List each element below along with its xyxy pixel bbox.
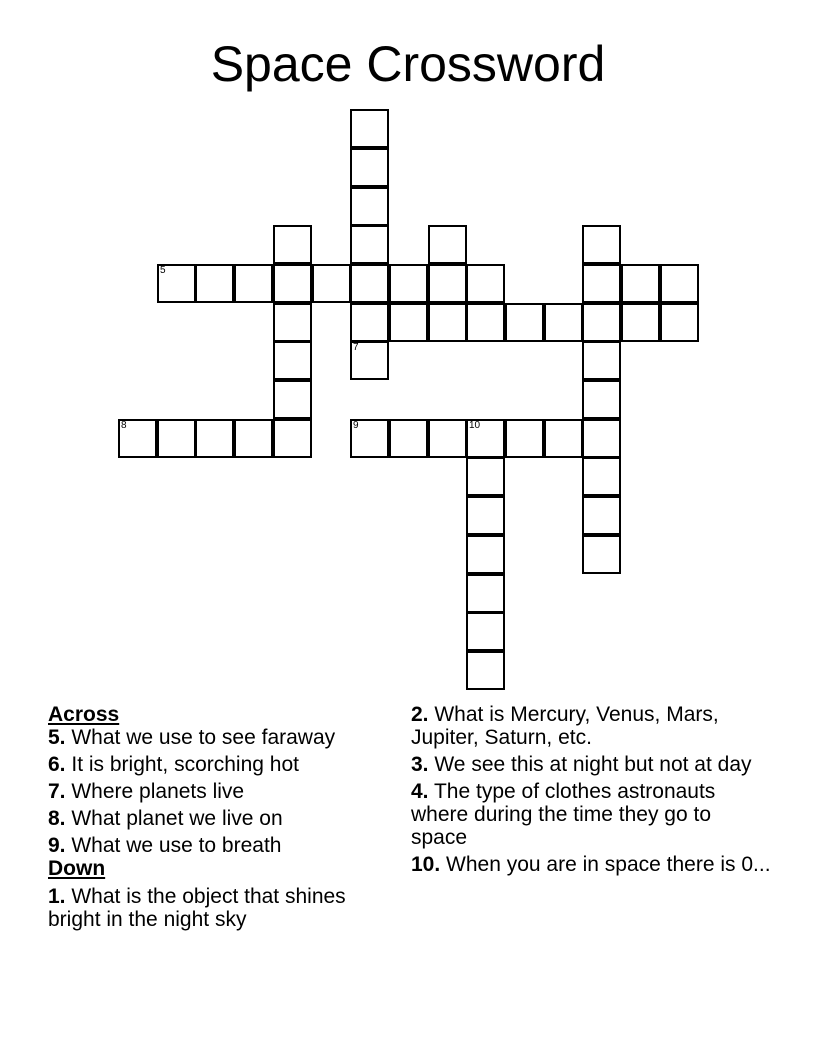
crossword-cell[interactable] — [312, 264, 351, 303]
crossword-cell[interactable] — [389, 303, 428, 342]
crossword-cell[interactable] — [466, 574, 505, 613]
across-clue-5 — [48, 726, 388, 749]
crossword-cell[interactable] — [660, 264, 699, 303]
clue-number: 1. — [48, 885, 66, 908]
crossword-cell[interactable] — [466, 535, 505, 574]
down-heading: Down — [48, 857, 106, 880]
crossword-cell[interactable] — [350, 148, 389, 187]
across-clue-7 — [48, 780, 388, 803]
crossword-cell[interactable] — [350, 419, 389, 458]
crossword-cell[interactable] — [118, 419, 157, 458]
clue-number: 10. — [411, 853, 441, 876]
clue-number-label: 8 — [121, 420, 127, 431]
clue-number-label: 7 — [353, 342, 359, 353]
clue-text: What we use to see faraway — [71, 726, 336, 749]
crossword-cell[interactable] — [466, 496, 505, 535]
crossword-cell[interactable] — [273, 380, 312, 419]
crossword-cell[interactable] — [273, 303, 312, 342]
crossword-cell[interactable] — [273, 341, 312, 380]
crossword-cell[interactable] — [466, 303, 505, 342]
crossword-cell[interactable] — [466, 457, 505, 496]
across-clue-8 — [48, 807, 388, 830]
crossword-cell[interactable] — [273, 264, 312, 303]
crossword-cell[interactable] — [389, 419, 428, 458]
crossword-cell[interactable] — [350, 303, 389, 342]
crossword-cell[interactable] — [350, 225, 389, 264]
crossword-cell[interactable] — [466, 264, 505, 303]
crossword-cell[interactable] — [234, 264, 273, 303]
crossword-cell[interactable] — [505, 419, 544, 458]
clue-text: When you are in space there is 0... — [446, 853, 771, 876]
crossword-cell[interactable] — [428, 419, 467, 458]
clue-number: 7. — [48, 780, 66, 803]
crossword-cell[interactable] — [234, 419, 273, 458]
clue-text: What we use to breath — [71, 834, 282, 857]
crossword-cell[interactable] — [350, 187, 389, 226]
crossword-cell[interactable] — [544, 303, 583, 342]
clue-text: What is the object that shines bright in the night sky — [48, 885, 346, 931]
clue-number-label: 10 — [469, 420, 481, 431]
crossword-cell[interactable] — [582, 419, 621, 458]
clue-number: 4. — [411, 780, 429, 803]
clue-text: What is Mercury, Venus, Mars, Jupiter, Saturn, etc. — [411, 703, 719, 749]
clue-number: 9. — [48, 834, 66, 857]
clue-text: We see this at night but not at day — [434, 753, 752, 776]
down-clue-4 — [411, 780, 771, 849]
crossword-cell[interactable] — [195, 264, 234, 303]
crossword-cell[interactable] — [466, 651, 505, 690]
crossword-cell[interactable] — [273, 225, 312, 264]
crossword-cell[interactable] — [582, 303, 621, 342]
crossword-cell[interactable] — [157, 264, 196, 303]
crossword-cell[interactable] — [582, 457, 621, 496]
clue-text: It is bright, scorching hot — [71, 753, 299, 776]
crossword-cell[interactable] — [466, 612, 505, 651]
clue-text: What planet we live on — [71, 807, 283, 830]
down-clue-2 — [411, 703, 771, 749]
crossword-cell[interactable] — [350, 109, 389, 148]
crossword-cell[interactable] — [582, 264, 621, 303]
clues-right-column — [411, 703, 771, 880]
across-heading: Across — [48, 703, 120, 726]
crossword-cell[interactable] — [660, 303, 699, 342]
crossword-cell[interactable] — [582, 225, 621, 264]
across-clue-9 — [48, 834, 388, 857]
clues-left-column — [48, 703, 388, 935]
crossword-cell[interactable] — [157, 419, 196, 458]
clue-number: 8. — [48, 807, 66, 830]
crossword-cell[interactable] — [582, 496, 621, 535]
clue-text: Where planets live — [71, 780, 245, 803]
crossword-cell[interactable] — [621, 264, 660, 303]
crossword-cell[interactable] — [505, 303, 544, 342]
crossword-cell[interactable] — [350, 341, 389, 380]
crossword-cell[interactable] — [350, 264, 389, 303]
crossword-cell[interactable] — [544, 419, 583, 458]
clue-number-label: 9 — [353, 420, 359, 431]
crossword-cell[interactable] — [273, 419, 312, 458]
down-clue-10 — [411, 853, 771, 876]
crossword-cell[interactable] — [582, 535, 621, 574]
crossword-cell[interactable] — [195, 419, 234, 458]
clue-number: 6. — [48, 753, 66, 776]
clue-number: 2. — [411, 703, 429, 726]
crossword-cell[interactable] — [621, 303, 660, 342]
across-clue-6 — [48, 753, 388, 776]
page-title: Space Crossword — [210, 36, 606, 92]
crossword-cell[interactable] — [582, 341, 621, 380]
crossword-cell[interactable] — [389, 264, 428, 303]
clue-number: 5. — [48, 726, 66, 749]
crossword-cell[interactable] — [428, 303, 467, 342]
crossword-cell[interactable] — [582, 380, 621, 419]
clue-number-label: 5 — [160, 265, 166, 276]
down-clue-3 — [411, 753, 771, 776]
clue-number: 3. — [411, 753, 429, 776]
crossword-cell[interactable] — [428, 264, 467, 303]
down-clue-1 — [48, 885, 388, 931]
crossword-cell[interactable] — [428, 225, 467, 264]
clue-text: The type of clothes astronauts where during the time they go to space — [411, 780, 716, 849]
crossword-cell[interactable] — [466, 419, 505, 458]
